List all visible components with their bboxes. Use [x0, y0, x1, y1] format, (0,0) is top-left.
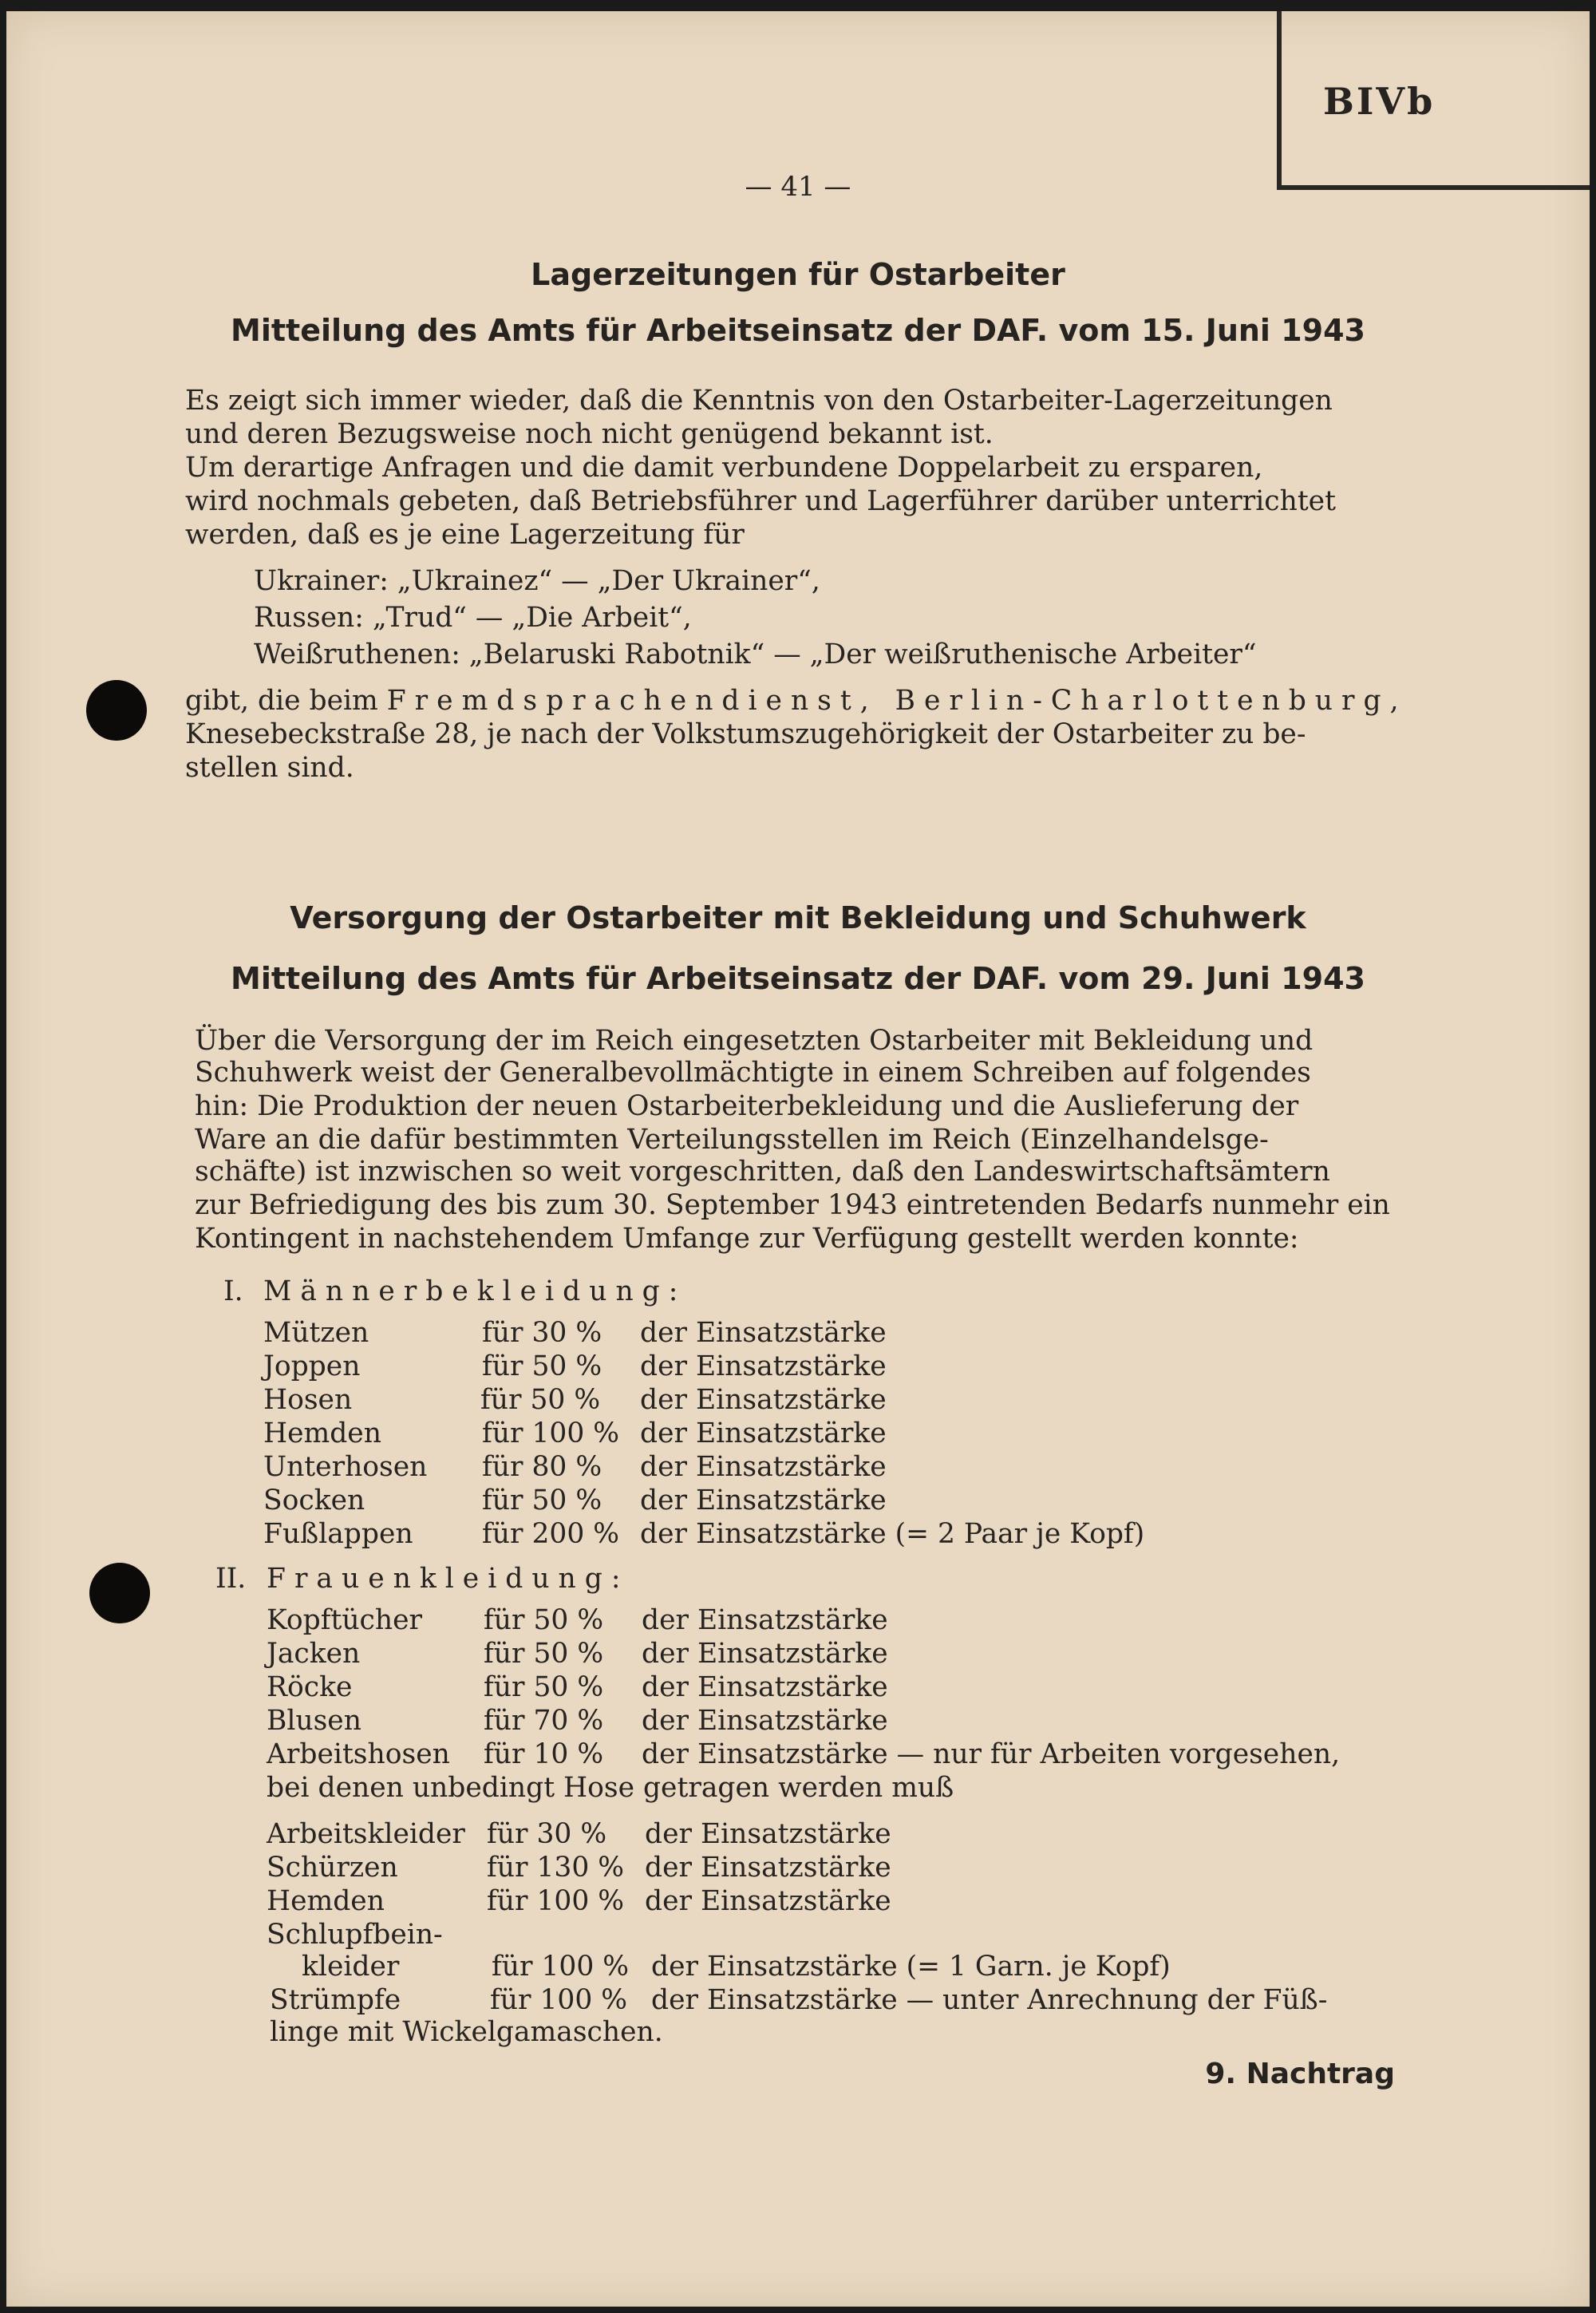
item-percent: für 100 %: [490, 1984, 628, 2016]
item-rest: der Einsatzstärke: [640, 1384, 887, 1416]
section2-title: Versorgung der Ostarbeiter mit Bekleidung und Schuhwerk: [290, 900, 1306, 935]
supplement-label: 9. Nachtrag: [1205, 2058, 1395, 2090]
item-percent: für 200 %: [482, 1518, 620, 1550]
section2-para-line: Kontingent in nachstehendem Umfange zur Verfügung gestellt werden konnte:: [195, 1223, 1299, 1255]
section1-para-line: und deren Bezugsweise noch nicht genügend bekannt ist.: [185, 418, 994, 450]
section1-para-line: wird nochmals gebeten, daß Betriebsführer und Lagerführer darüber unterrichtet: [185, 485, 1336, 517]
item-percent: für 50 %: [482, 1485, 602, 1516]
item-percent: für 50 %: [484, 1604, 604, 1636]
page-number: — 41 —: [745, 171, 851, 203]
newspaper-item: Weißruthenen: „Belaruski Rabotnik“ — „Der weißruthenische Arbeiter“: [254, 639, 1257, 670]
corner-label: BIVb: [1323, 80, 1436, 123]
item-name: Hemden: [267, 1885, 385, 1917]
item-name: Mützen: [263, 1317, 369, 1349]
item-rest: der Einsatzstärke: [640, 1350, 887, 1382]
item-rest: der Einsatzstärke: [642, 1638, 888, 1670]
item-rest: der Einsatzstärke (= 2 Paar je Kopf): [640, 1518, 1145, 1550]
item-rest: der Einsatzstärke: [645, 1852, 891, 1884]
section1-para-line: Knesebeckstraße 28, je nach der Volkstumszugehörigkeit der Ostarbeiter zu be-: [185, 718, 1306, 750]
item-name: Arbeitskleider: [267, 1818, 465, 1850]
item-name: Joppen: [263, 1350, 361, 1382]
group1-label: Männerbekleidung:: [263, 1275, 687, 1307]
item-continuation: linge mit Wickelgamaschen.: [270, 2016, 663, 2048]
item-rest: der Einsatzstärke: [645, 1885, 891, 1917]
item-rest: der Einsatzstärke: [640, 1317, 887, 1349]
item-name: Strümpfe: [270, 1984, 401, 2016]
item-rest: der Einsatzstärke: [640, 1417, 887, 1449]
section2-para-line: schäfte) ist inzwischen so weit vorgeschritten, daß den Landeswirtschaftsämtern: [195, 1156, 1330, 1188]
item-rest: der Einsatzstärke — unter Anrechnung der Füß-: [651, 1984, 1328, 2016]
group1-number: I.: [223, 1275, 243, 1307]
item-percent: für 50 %: [484, 1638, 604, 1670]
item-rest: der Einsatzstärke: [642, 1604, 888, 1636]
group2-label: Frauenkleidung:: [267, 1563, 630, 1595]
newspaper-item: Ukrainer: „Ukrainez“ — „Der Ukrainer“,: [254, 565, 820, 597]
item-name: Arbeitshosen: [267, 1738, 450, 1770]
group2-number: II.: [215, 1563, 247, 1595]
item-name: Röcke: [267, 1671, 353, 1703]
item-percent: für 70 %: [484, 1705, 604, 1737]
item-rest: der Einsatzstärke: [642, 1705, 888, 1737]
section2-para-line: zur Befriedigung des bis zum 30. September 1943 eintretenden Bedarfs nunmehr ein: [195, 1189, 1390, 1221]
item-continuation: bei denen unbedingt Hose getragen werden muß: [267, 1772, 954, 1804]
item-rest: der Einsatzstärke: [642, 1671, 888, 1703]
item-name: Socken: [263, 1485, 365, 1516]
punch-hole: [86, 680, 147, 741]
item-percent: für 80 %: [482, 1451, 602, 1483]
text-span: gibt, die beim: [185, 685, 387, 717]
item-percent: für 50 %: [484, 1671, 604, 1703]
item-name: Fußlappen: [263, 1518, 413, 1550]
section1-para-line: [185, 685, 1408, 717]
item-name: Jacken: [267, 1638, 361, 1670]
item-percent: für 100 %: [492, 1951, 630, 1983]
item-name: Schürzen: [267, 1852, 398, 1884]
section2-para-line: Schuhwerk weist der Generalbevollmächtigte in einem Schreiben auf folgendes: [195, 1057, 1311, 1089]
newspaper-item: Russen: „Trud“ — „Die Arbeit“,: [254, 602, 692, 634]
item-percent: für 50 %: [480, 1384, 601, 1416]
item-percent: für 50 %: [482, 1350, 602, 1382]
item-name: kleider: [302, 1951, 400, 1983]
section2-para-line: Ware an die dafür bestimmten Verteilungsstellen im Reich (Einzelhandelsge-: [195, 1124, 1269, 1156]
section2-para-line: hin: Die Produktion der neuen Ostarbeiterbekleidung und die Auslieferung der: [195, 1090, 1299, 1122]
item-percent: für 130 %: [487, 1852, 625, 1884]
section1-para-line: stellen sind.: [185, 752, 354, 784]
section1-subtitle: Mitteilung des Amts für Arbeitseinsatz der DAF. vom 15. Juni 1943: [231, 313, 1365, 348]
item-name: Unterhosen: [263, 1451, 428, 1483]
section2-subtitle: Mitteilung des Amts für Arbeitseinsatz der DAF. vom 29. Juni 1943: [231, 961, 1365, 996]
item-name: Schlupfbein-: [267, 1919, 443, 1951]
item-name: Hemden: [263, 1417, 381, 1449]
item-rest: der Einsatzstärke: [640, 1485, 887, 1516]
document-page: [6, 11, 1590, 2307]
item-name: Hosen: [263, 1384, 353, 1416]
section1-para-line: werden, daß es je eine Lagerzeitung für: [185, 519, 745, 551]
item-percent: für 30 %: [487, 1818, 607, 1850]
section1-para-line: Es zeigt sich immer wieder, daß die Kenntnis von den Ostarbeiter-Lagerzeitungen: [185, 385, 1333, 417]
section2-para-line: Über die Versorgung der im Reich eingesetzten Ostarbeiter mit Bekleidung und: [195, 1025, 1314, 1057]
item-rest: der Einsatzstärke — nur für Arbeiten vorgesehen,: [642, 1738, 1341, 1770]
section1-para-line: Um derartige Anfragen und die damit verbundene Doppelarbeit zu ersparen,: [185, 452, 1263, 484]
punch-hole: [89, 1563, 150, 1623]
item-percent: für 100 %: [487, 1885, 625, 1917]
item-percent: für 10 %: [484, 1738, 604, 1770]
item-name: Kopftücher: [267, 1604, 423, 1636]
item-percent: für 100 %: [482, 1417, 620, 1449]
item-name: Blusen: [267, 1705, 361, 1737]
spaced-text: Fremdsprachendienst, Berlin-Charlottenburg,: [386, 685, 1408, 717]
item-percent: für 30 %: [482, 1317, 602, 1349]
section1-title: Lagerzeitungen für Ostarbeiter: [531, 257, 1065, 292]
item-rest: der Einsatzstärke: [640, 1451, 887, 1483]
item-rest: der Einsatzstärke (= 1 Garn. je Kopf): [651, 1951, 1171, 1983]
item-rest: der Einsatzstärke: [645, 1818, 891, 1850]
